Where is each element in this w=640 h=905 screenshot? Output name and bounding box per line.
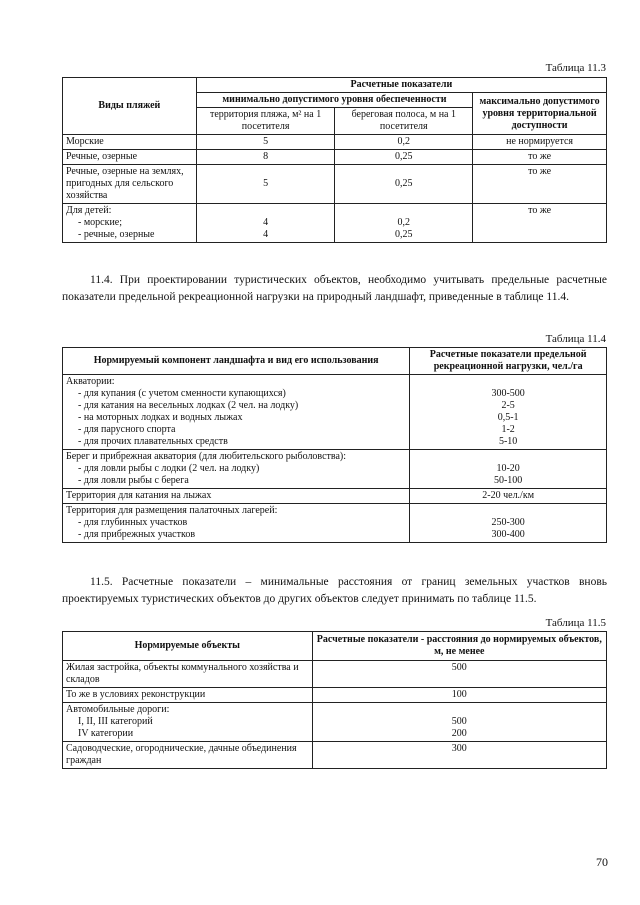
header-max: максимально допустимого уровня территориальной доступности bbox=[473, 93, 607, 135]
table-11-4-caption: Таблица 11.4 bbox=[545, 333, 606, 345]
header-min: минимально допустимого уровня обеспеченности bbox=[196, 93, 472, 108]
table-row: Акватории: - для купания (с учетом сменности купающихся) - для катания на весельных лодках (2 чел. на лодку) - на моторных лодках и водных лыжах - для парусного спорта - для прочих плавательных средств 300-500 2-5 0,5-1 1-2 5-10 bbox=[63, 375, 607, 450]
header-area: территория пляжа, м² на 1 посетителя bbox=[196, 108, 335, 135]
header-objects: Нормируемые объекты bbox=[63, 632, 313, 661]
table-11-5-caption: Таблица 11.5 bbox=[545, 617, 606, 629]
header-distance: Расчетные показатели - расстояния до нормируемых объектов, м, не менее bbox=[312, 632, 606, 661]
header-shore: береговая полоса, м на 1 посетителя bbox=[335, 108, 473, 135]
table-row: Жилая застройка, объекты коммунального хозяйства и складов 500 bbox=[63, 661, 607, 688]
table-row: Для детей: - морские; - речные, озерные 4 4 0,2 0,25 то же bbox=[63, 204, 607, 243]
table-row: Автомобильные дороги: I, II, III категорий IV категории 500 200 bbox=[63, 703, 607, 742]
paragraph-11-5: 11.5. Расчетные показатели – минимальные расстояния от границ земельных участков вновь проектируемых туристических объектов до других объектов следует принимать по таблице 11.5. bbox=[62, 576, 607, 605]
table-row: Берег и прибрежная акватория (для любительского рыболовства): - для ловли рыбы с лодки (2 чел. на лодку) - для ловли рыбы с берега 10-20 50-100 bbox=[63, 450, 607, 489]
table-row: Речные, озерные на землях, пригодных для сельского хозяйства 5 0,25 то же bbox=[63, 165, 607, 204]
header-load: Расчетные показатели предельной рекреационной нагрузки, чел./га bbox=[410, 348, 607, 375]
table-row: Морские 5 0,2 не нормируется bbox=[63, 135, 607, 150]
table-row: Садоводческие, огороднические, дачные объединения граждан 300 bbox=[63, 742, 607, 769]
header-calc: Расчетные показатели bbox=[196, 78, 606, 93]
page-number: 70 bbox=[596, 855, 608, 869]
table-row: Территория для размещения палаточных лагерей: - для глубинных участков - для прибрежных участков 250-300 300-400 bbox=[63, 504, 607, 543]
paragraph-11-4: 11.4. При проектировании туристических объектов, необходимо учитывать предельные расчетные показатели предельной рекреационной нагрузки на природный ландшафт, приведенные в таблице 11.4. bbox=[62, 274, 607, 303]
table-row: То же в условиях реконструкции 100 bbox=[63, 688, 607, 703]
table-row: Речные, озерные 8 0,25 то же bbox=[63, 150, 607, 165]
table-11-5 bbox=[62, 631, 607, 769]
header-component: Нормируемый компонент ландшафта и вид его использования bbox=[63, 348, 410, 375]
table-11-3-caption: Таблица 11.3 bbox=[545, 62, 606, 74]
header-beach-kind: Виды пляжей bbox=[63, 78, 197, 135]
table-11-4 bbox=[62, 347, 607, 543]
table-row: Территория для катания на лыжах 2-20 чел./км bbox=[63, 489, 607, 504]
table-11-3 bbox=[62, 77, 607, 243]
